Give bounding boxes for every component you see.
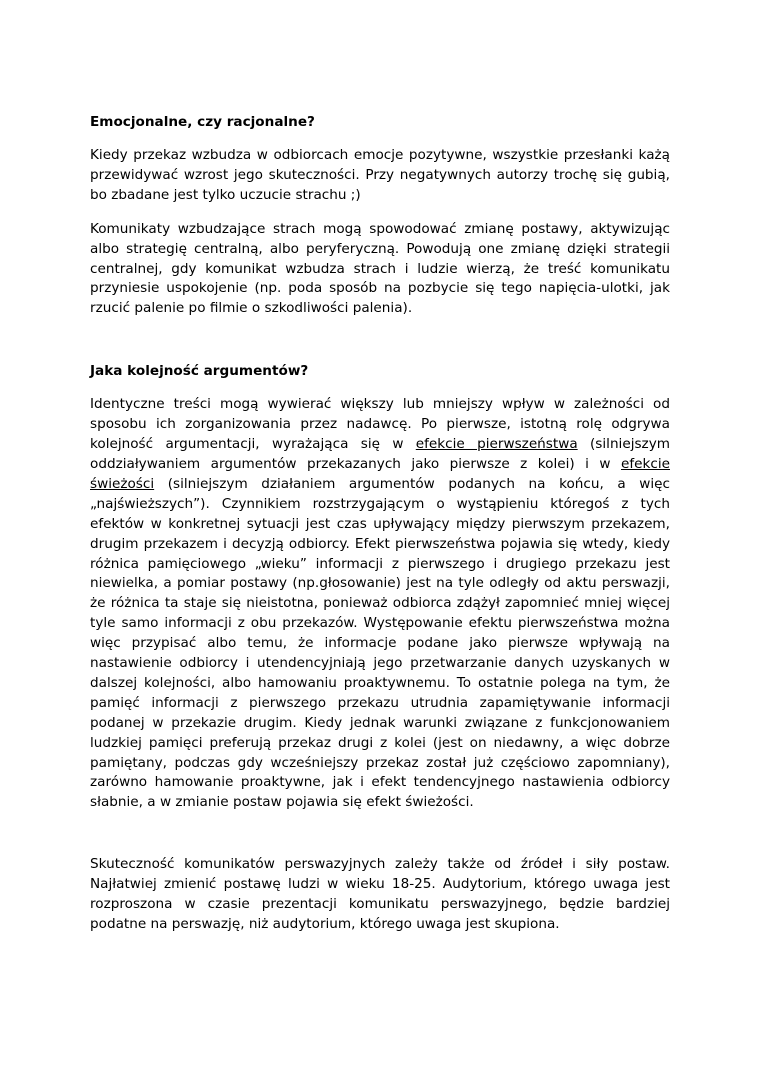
paragraph-positive-emotions: Kiedy przekaz wzbudza w odbiorcach emocje pozytywne, wszystkie przesłanki każą przewidywać wzrost jego skuteczności. Przy negatywnych autorzy trochę się gubią, bo zbadane jest tylko uczucie strachu ;) (90, 147, 670, 203)
heading-argument-order: Jaka kolejność argumentów? (90, 363, 309, 380)
paragraph-fear-communications: Komunikaty wzbudzające strach mogą spowodować zmianę postawy, aktywizując albo strategię centralną, albo peryferyczną. Powodują one zmianę dzięki strategii centralnej, gdy komunikat wzbudza strach i ludzie wierzą, że treść komunikatu przyniesie uspokojenie (np. poda sposób na pozbycie się tego napięcia-ulotki, jak rzucić palenie po filmie o szkodliwości palenia). (90, 220, 670, 317)
link-recency-effect[interactable]: efekcie świeżości (90, 455, 670, 492)
heading-emotional-rational: Emocjonalne, czy racjonalne? (90, 114, 315, 130)
document-page (90, 112, 670, 935)
text-fragment: (silniejszym oddziaływaniem argumentów przekazanych jako pierwsze z kolei) i w (90, 436, 670, 472)
paragraph-argument-order (90, 395, 670, 813)
text-fragment: Identyczne treści mogą wywierać większy lub mniejszy wpływ w zależności od sposobu ich zorganizowania przez nadawcę. Po pierwsze, istotną rolę odgrywa kolejność argumentacji, wyrażająca się w (90, 396, 670, 453)
paragraph-persuasion-effectiveness: Skuteczność komunikatów perswazyjnych zależy także od źródeł i siły postaw. Najłatwiej zmienić postawę ludzi w wieku 18-25. Audytorium, którego uwaga jest rozproszona w czasie prezentacji komunikatu perswazyjnego, będzie bardziej podatne na perswazję, niż audytorium, którego uwaga jest skupiona. (90, 856, 670, 932)
link-primacy-effect[interactable]: efekcie pierwszeństwa (415, 436, 578, 453)
text-fragment: (silniejszym działaniem argumentów podanych na końcu, a więc „najświeższych”). Czynnikiem rozstrzygającym o wystąpieniu któregoś z tych efektów w konkretnej sytuacji jest czas upływający między pierwszym przekazem, drugim przekazem i decyzją odbiorcy. Efekt pierwszeństwa pojawia się wtedy, kiedy różnica pamięciowego „wieku” informacji z pierwszego i drugiego przekazu jest niewielka, a pomiar postawy (np.głosowanie) jest na tyle odległy od aktu perswazji, że różnica ta staje się nieistotna, ponieważ odbiorca zdążył zapomnieć mniej więcej tyle samo informacji z obu przekazów. Występowanie efektu pierwszeństwa można więc przypisać albo temu, że informacje podane jako pierwsze wpływają na nastawienie odbiorcy i utendencyjniają jego przetwarzanie danych uzyskanych w dalszej kolejności, albo hamowaniu proaktywnemu. To ostatnie polega na tym, że pamięć informacji z pierwszego przekazu utrudnia zapamiętywanie informacji podanej w przekazie drugim. Kiedy jednak warunki związane z funkcjonowaniem ludzkiej pamięci preferują przekaz drugi z kolei (jest on niedawny, a więc dobrze pamiętany, podczas gdy wcześniejszy przekaz został już częściowo zapomniany), zarówno hamowanie proaktywne, jak i efekt tendencyjnego nastawienia odbiorcy słabnie, a w zmianie postaw pojawia się efekt świeżości. (90, 475, 670, 811)
